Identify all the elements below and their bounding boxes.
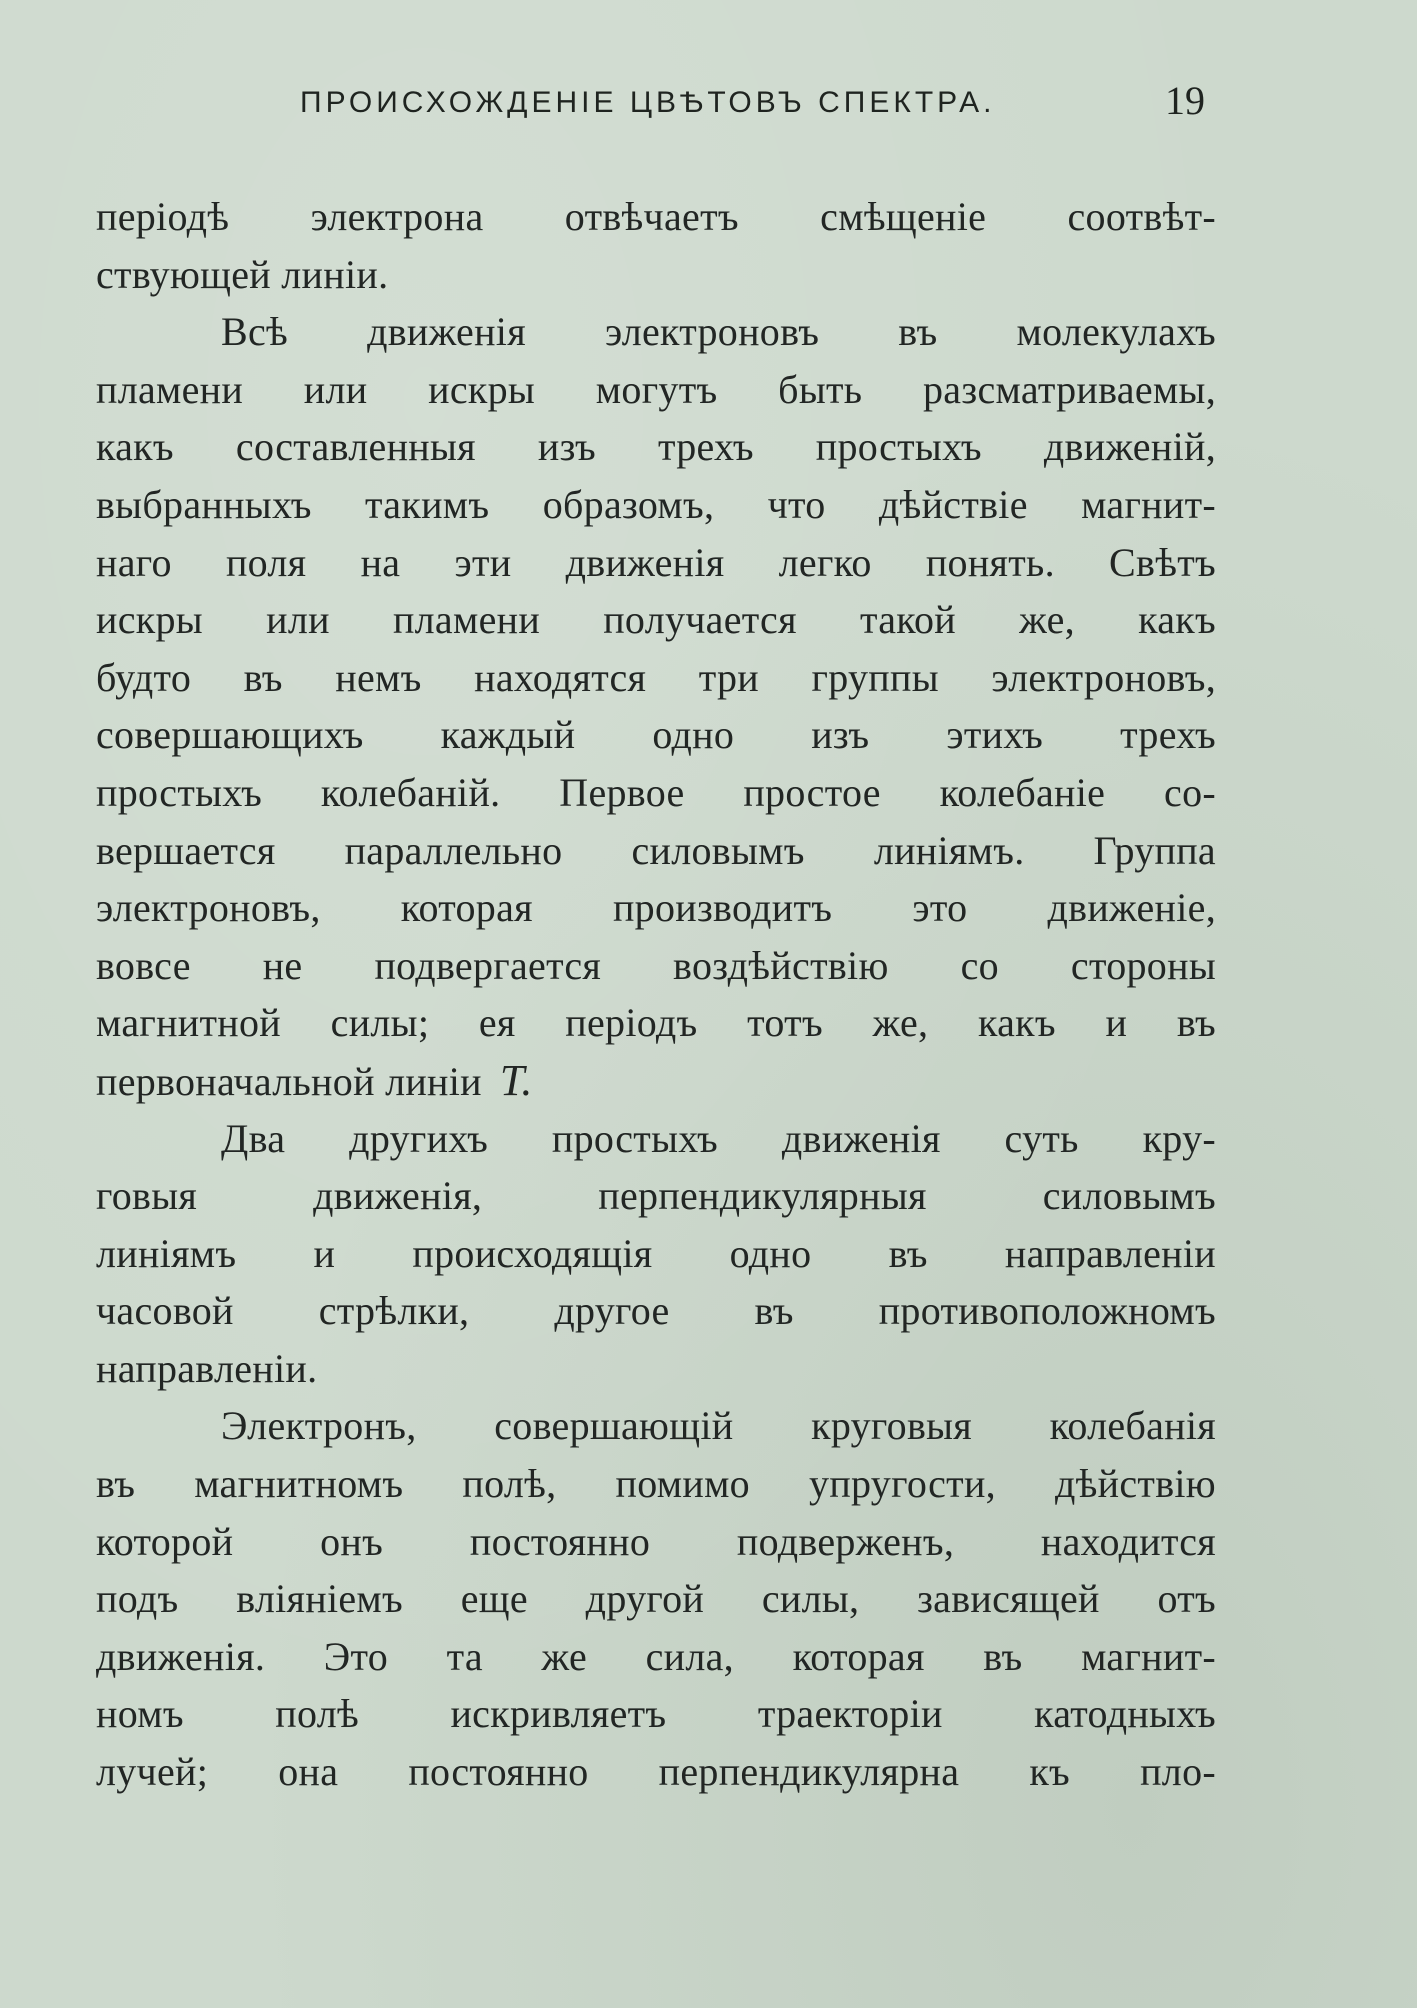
text-line: говыя движенія, перпендикулярныя силовымъ xyxy=(96,1173,1216,1219)
text-line: Два другихъ простыхъ движенія суть кру- xyxy=(221,1115,1216,1161)
text-line: въ магнитномъ полѣ, помимо упругости, дѣйствію xyxy=(96,1461,1216,1507)
text-line: Электронъ, совершающій круговыя колебанія xyxy=(221,1403,1216,1449)
text-line: простыхъ колебаній. Первое простое колебаніе со- xyxy=(96,769,1216,815)
text-line: ствующей линіи. xyxy=(96,251,389,297)
text-line: Всѣ движенія электроновъ въ молекулахъ xyxy=(221,309,1216,355)
text-line: выбранныхъ такимъ образомъ, что дѣйствіе магнит- xyxy=(96,481,1216,527)
text-line: подъ вліяніемъ еще другой силы, зависящей отъ xyxy=(96,1576,1216,1622)
text-line: наго поля на эти движенія легко понять. Свѣтъ xyxy=(96,539,1216,585)
text-line: вершается параллельно силовымъ линіямъ. Группа xyxy=(96,827,1216,873)
text-line: лучей; она постоянно перпендикулярна къ пло- xyxy=(96,1749,1216,1795)
text-line: будто въ немъ находятся три группы электроновъ, xyxy=(96,654,1216,700)
text-line: искры или пламени получается такой же, какъ xyxy=(96,597,1216,643)
body-text xyxy=(96,188,1216,1801)
text-line: которой онъ постоянно подверженъ, находится xyxy=(96,1518,1216,1564)
text-line: совершающихъ каждый одно изъ этихъ трехъ xyxy=(96,712,1216,758)
page-number: 19 xyxy=(1165,78,1205,123)
text-line: вовсе не подвергается воздѣйствію со стороны xyxy=(96,942,1216,988)
text-line: линіямъ и происходящія одно въ направленіи xyxy=(96,1230,1216,1276)
text-line: движенія. Это та же сила, которая въ магнит- xyxy=(96,1633,1216,1679)
text-line-with-symbol xyxy=(96,1052,1216,1110)
text-line: направленіи. xyxy=(96,1345,318,1391)
text-fragment: первоначальной линіи xyxy=(96,1058,482,1104)
text-line: магнитной силы; ея періодъ тотъ же, какъ и въ xyxy=(96,1000,1216,1046)
text-line: номъ полѣ искривляетъ траекторіи катодныхъ xyxy=(96,1691,1216,1737)
symbol-T: T. xyxy=(499,1055,533,1105)
running-header xyxy=(0,78,1417,128)
text-line: періодѣ электрона отвѣчаетъ смѣщеніе соотвѣт- xyxy=(96,194,1216,239)
text-line: часовой стрѣлки, другое въ противоположномъ xyxy=(96,1288,1216,1334)
running-title: ПРОИСХОЖДЕНІЕ ЦВѢТОВЪ СПЕКТРА. xyxy=(300,86,996,119)
text-line: пламени или искры могутъ быть разсматриваемы, xyxy=(96,366,1216,412)
text-line: электроновъ, которая производитъ это движеніе, xyxy=(96,885,1216,931)
text-line: какъ составленныя изъ трехъ простыхъ движеній, xyxy=(96,424,1216,470)
